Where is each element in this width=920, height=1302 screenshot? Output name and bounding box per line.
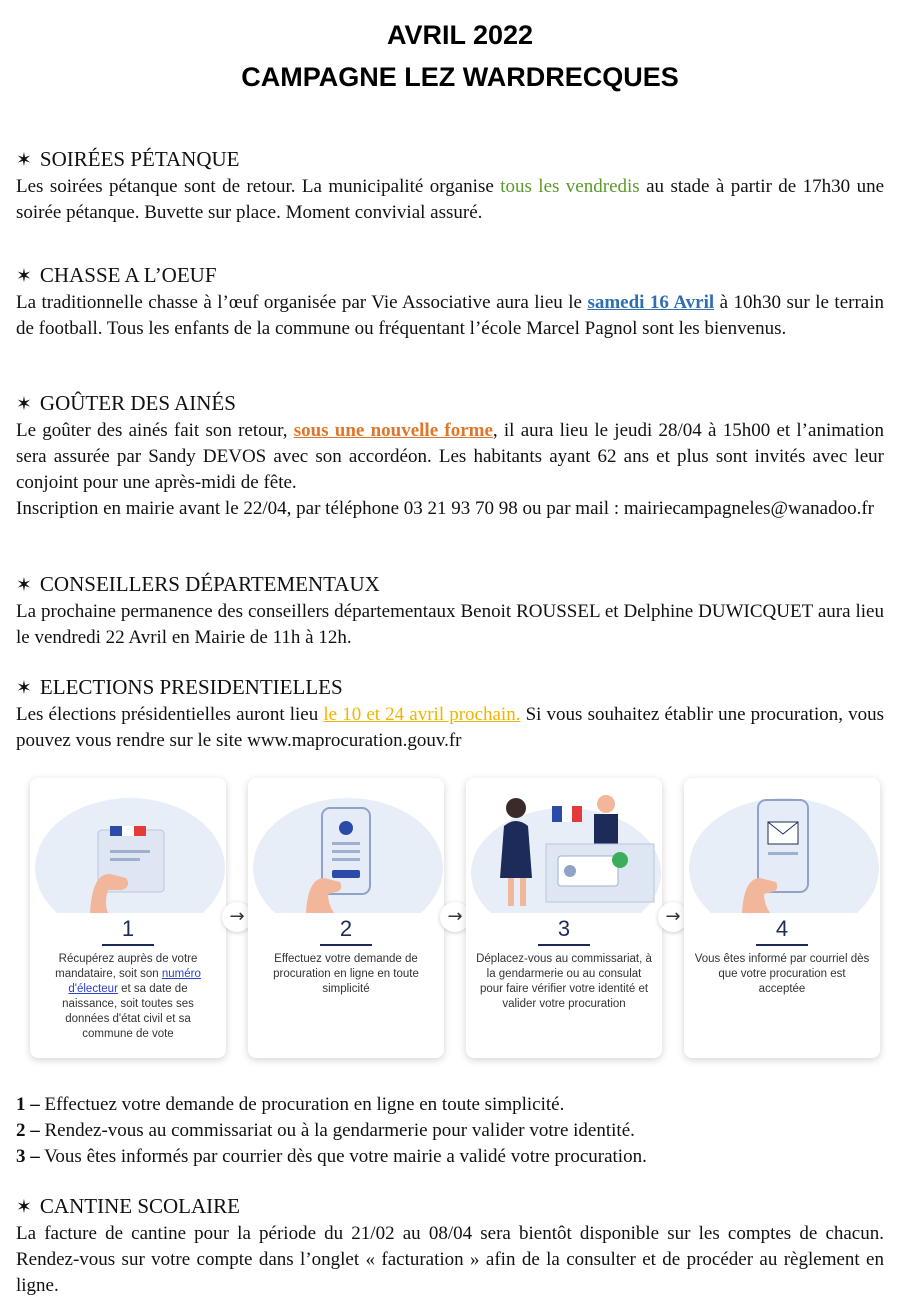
- page-title-date: AVRIL 2022: [386, 20, 534, 50]
- procuration-steps-list: [16, 1092, 896, 1170]
- step-text: Effectuez votre demande de procuration en ligne en toute simplicité: [273, 953, 419, 995]
- section-heading: ✶ SOIRÉES PÉTANQUE: [16, 147, 240, 171]
- star-bullet-icon: ✶: [16, 394, 32, 415]
- section-gouter: [16, 390, 884, 522]
- section-text: La facture de cantine pour la période du 21/02 au 08/04 sera bientôt disponible sur les comptes de chacun. Rendez-vous sur votre compte dans l’onglet « facturation » afin de la consulter et de procéder au règlement en ligne.: [16, 1223, 884, 1296]
- section-text: Le goûter des ainés fait son retour, sous une nouvelle forme, il aura lieu le jeudi 28/04 à 15h00 et l’animation sera assurée par Sandy DEVOS avec son accordéon. Les habitants ayant 62 ans et plus sont invités avec leur conjoint pour une après-midi de fête.: [16, 420, 884, 493]
- phone-mail-icon: [684, 778, 880, 913]
- arrow-right-icon: →: [440, 902, 470, 932]
- section-text: La traditionnelle chasse à l’œuf organisée par Vie Associative aura lieu le samedi 16 Avril à 10h30 sur le terrain de football. Tous les enfants de la commune ou fréquentant l’école Marcel Pagnol sont les bienvenus.: [16, 292, 884, 339]
- step-card-2: [248, 778, 444, 1058]
- section-conseillers: [16, 571, 884, 651]
- step-number-underline: [102, 944, 154, 946]
- section-chasse: [16, 262, 884, 342]
- section-heading: ✶ GOÛTER DES AINÉS: [16, 391, 236, 415]
- police-desk-icon: [466, 778, 662, 913]
- step-number-underline: [320, 944, 372, 946]
- section-heading: ✶ CHASSE A L’OEUF: [16, 263, 217, 287]
- list-item: 2 – Rendez-vous au commissariat ou à la gendarmerie pour valider votre identité.: [16, 1120, 635, 1141]
- section-text: La prochaine permanence des conseillers départementaux Benoit ROUSSEL et Delphine DUWICQUET aura lieu le vendredi 22 Avril en Mairie de 11h à 12h.: [16, 601, 884, 648]
- step-card-1: [30, 778, 226, 1058]
- section-heading: ✶ CONSEILLERS DÉPARTEMENTAUX: [16, 572, 380, 596]
- step-card-3: [466, 778, 662, 1058]
- step-number: 1: [121, 916, 135, 941]
- highlight-link[interactable]: samedi 16 Avril: [587, 292, 715, 313]
- arrow-right-icon: →: [658, 902, 688, 932]
- section-text: Les soirées pétanque sont de retour. La municipalité organise tous les vendredis au stade à partir de 17h30 une soirée pétanque. Buvette sur place. Moment convivial assuré.: [16, 176, 884, 223]
- star-bullet-icon: ✶: [16, 150, 32, 171]
- arrow-right-icon: →: [222, 902, 252, 932]
- list-item: 1 – Effectuez votre demande de procuration en ligne en toute simplicité.: [16, 1094, 565, 1115]
- star-bullet-icon: ✶: [16, 1197, 32, 1218]
- step-text: Déplacez-vous au commissariat, à la gendarmerie ou au consulat pour faire vérifier votre identité et valider votre procuration: [476, 953, 652, 1010]
- page-title-town: CAMPAGNE LEZ WARDRECQUES: [241, 62, 679, 92]
- step-number: 4: [775, 916, 789, 941]
- highlight-link[interactable]: sous une nouvelle forme: [293, 420, 493, 441]
- step-text: Vous êtes informé par courriel dès que votre procuration est acceptée: [694, 953, 870, 995]
- section-heading: ✶ CANTINE SCOLAIRE: [16, 1194, 240, 1218]
- voter-card-hand-icon: [30, 778, 226, 913]
- step-card-4: [684, 778, 880, 1058]
- step-text: Récupérez auprès de votre mandataire, soit son numéro d'électeur et sa date de naissance, soit toutes ses données d'état civil et sa commune de vote: [55, 953, 201, 1040]
- star-bullet-icon: ✶: [16, 266, 32, 287]
- section-heading: ✶ ELECTIONS PRESIDENTIELLES: [16, 675, 343, 699]
- step-number-underline: [538, 944, 590, 946]
- phone-hand-icon: [248, 778, 444, 913]
- section-cantine: [16, 1193, 884, 1299]
- step-number: 3: [557, 916, 571, 941]
- star-bullet-icon: ✶: [16, 678, 32, 699]
- step-number-underline: [756, 944, 808, 946]
- section-text-contact: Inscription en mairie avant le 22/04, par téléphone 03 21 93 70 98 ou par mail : mairiecampagneles@wanadoo.fr: [16, 498, 874, 519]
- section-petanque: [16, 146, 884, 226]
- section-elections: [16, 674, 884, 754]
- section-text: Les élections présidentielles auront lieu le 10 et 24 avril prochain. Si vous souhaitez établir une procuration, vous pouvez vous rendre sur le site www.maprocuration.gouv.fr: [16, 704, 884, 751]
- list-item: 3 – Vous êtes informés par courrier dès que votre mairie a validé votre procuration.: [16, 1146, 647, 1167]
- star-bullet-icon: ✶: [16, 575, 32, 596]
- step-number: 2: [339, 916, 353, 941]
- voter-number-link[interactable]: numéro d'électeur: [68, 968, 201, 995]
- highlight-text: tous les vendredis: [500, 176, 640, 197]
- highlight-link[interactable]: le 10 et 24 avril prochain.: [323, 704, 521, 725]
- procuration-infographic: [16, 778, 896, 1068]
